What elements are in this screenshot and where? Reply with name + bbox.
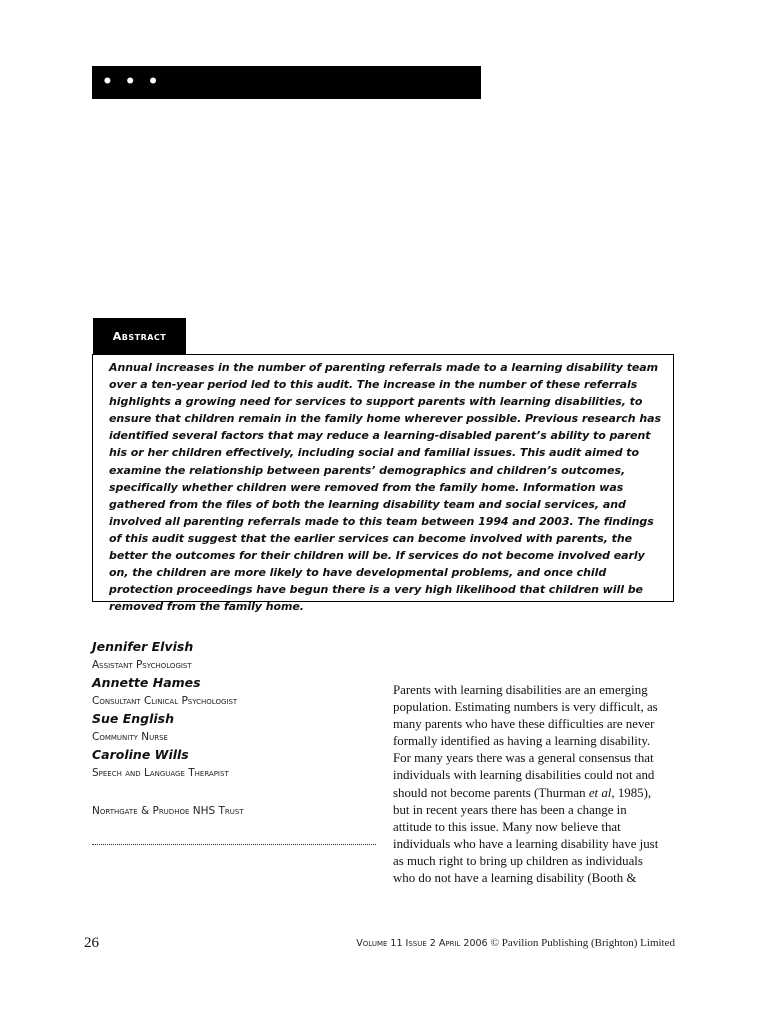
header-dots: • • • [102, 72, 162, 92]
body-line: but in recent years there has been a change in [393, 802, 627, 817]
body-line [393, 785, 678, 802]
abstract-box [92, 354, 674, 614]
header-bar [92, 66, 481, 99]
footer-citation [356, 934, 675, 953]
author-role: Community Nurse [92, 731, 168, 743]
author-role: Assistant Psychologist [92, 659, 192, 671]
body-line: as much right to bring up children as individuals [393, 853, 643, 868]
body-text [393, 682, 678, 887]
abstract-label: Abstract [93, 318, 186, 355]
citation-year: , 1985), [611, 785, 652, 800]
body-line: formally identified as having a learning disability. [393, 734, 651, 749]
body-line: many parents who have these difficulties are never [393, 717, 655, 732]
body-line: individuals with learning disabilities could not and [393, 768, 655, 783]
page-number: 26 [84, 935, 99, 951]
author-list [92, 638, 382, 782]
author-role: Speech and Language Therapist [92, 767, 229, 779]
author-role: Consultant Clinical Psychologist [92, 695, 238, 707]
citation-et-al: et al [588, 785, 612, 800]
body-line-text: should not become parents (Thurman [393, 785, 589, 800]
body-line: For many years there was a general consensus that [393, 751, 654, 766]
author-name: Annette Hames [92, 675, 201, 690]
volume-info: Volume 11 Issue 2 April 2006 [356, 938, 488, 949]
divider [92, 844, 376, 845]
author-name: Caroline Wills [92, 747, 189, 762]
body-line: attitude to this issue. Many now believe that [393, 819, 621, 834]
body-line: individuals who have a learning disability have just [393, 836, 659, 851]
affiliation: Northgate & Prudhoe NHS Trust [92, 805, 244, 817]
abstract-text: Annual increases in the number of parenting referrals made to a learning disability team over a ten-year period led to this audit. The increase in the number of these referrals highlights a growing need for services to support parents with learning disabilities, to ensure that children remain in the family home wherever possible. Previous research has identified several factors that may reduce a learning-disabled parent’s ability to parent his or her children effectively, including social and familial issues. This audit aimed to examine the relationship between parents’ demographics and children’s outcomes, specifically whether children were removed from the family home. Information was gathered from the files of both the learning disability team and social services, and involved all parenting referrals made to this team between 1994 and 2003. The findings of this audit suggest that the earlier services can become involved with parents, the better the outcomes for their children will be. If services do not become involved early on, the children are more likely to have developmental problems, and once child protection proceedings have begun there is a very high likelihood that children will be removed from the family home. [109, 361, 661, 614]
body-line: Parents with learning disabilities are an emerging [393, 683, 648, 697]
author-name: Jennifer Elvish [92, 639, 194, 654]
body-line: who do not have a learning disability (Booth & [393, 871, 637, 886]
body-line: population. Estimating numbers is very difficult, as [393, 700, 658, 715]
author-name: Sue English [92, 711, 175, 726]
copyright: © Pavilion Publishing (Brighton) Limited [490, 937, 675, 949]
